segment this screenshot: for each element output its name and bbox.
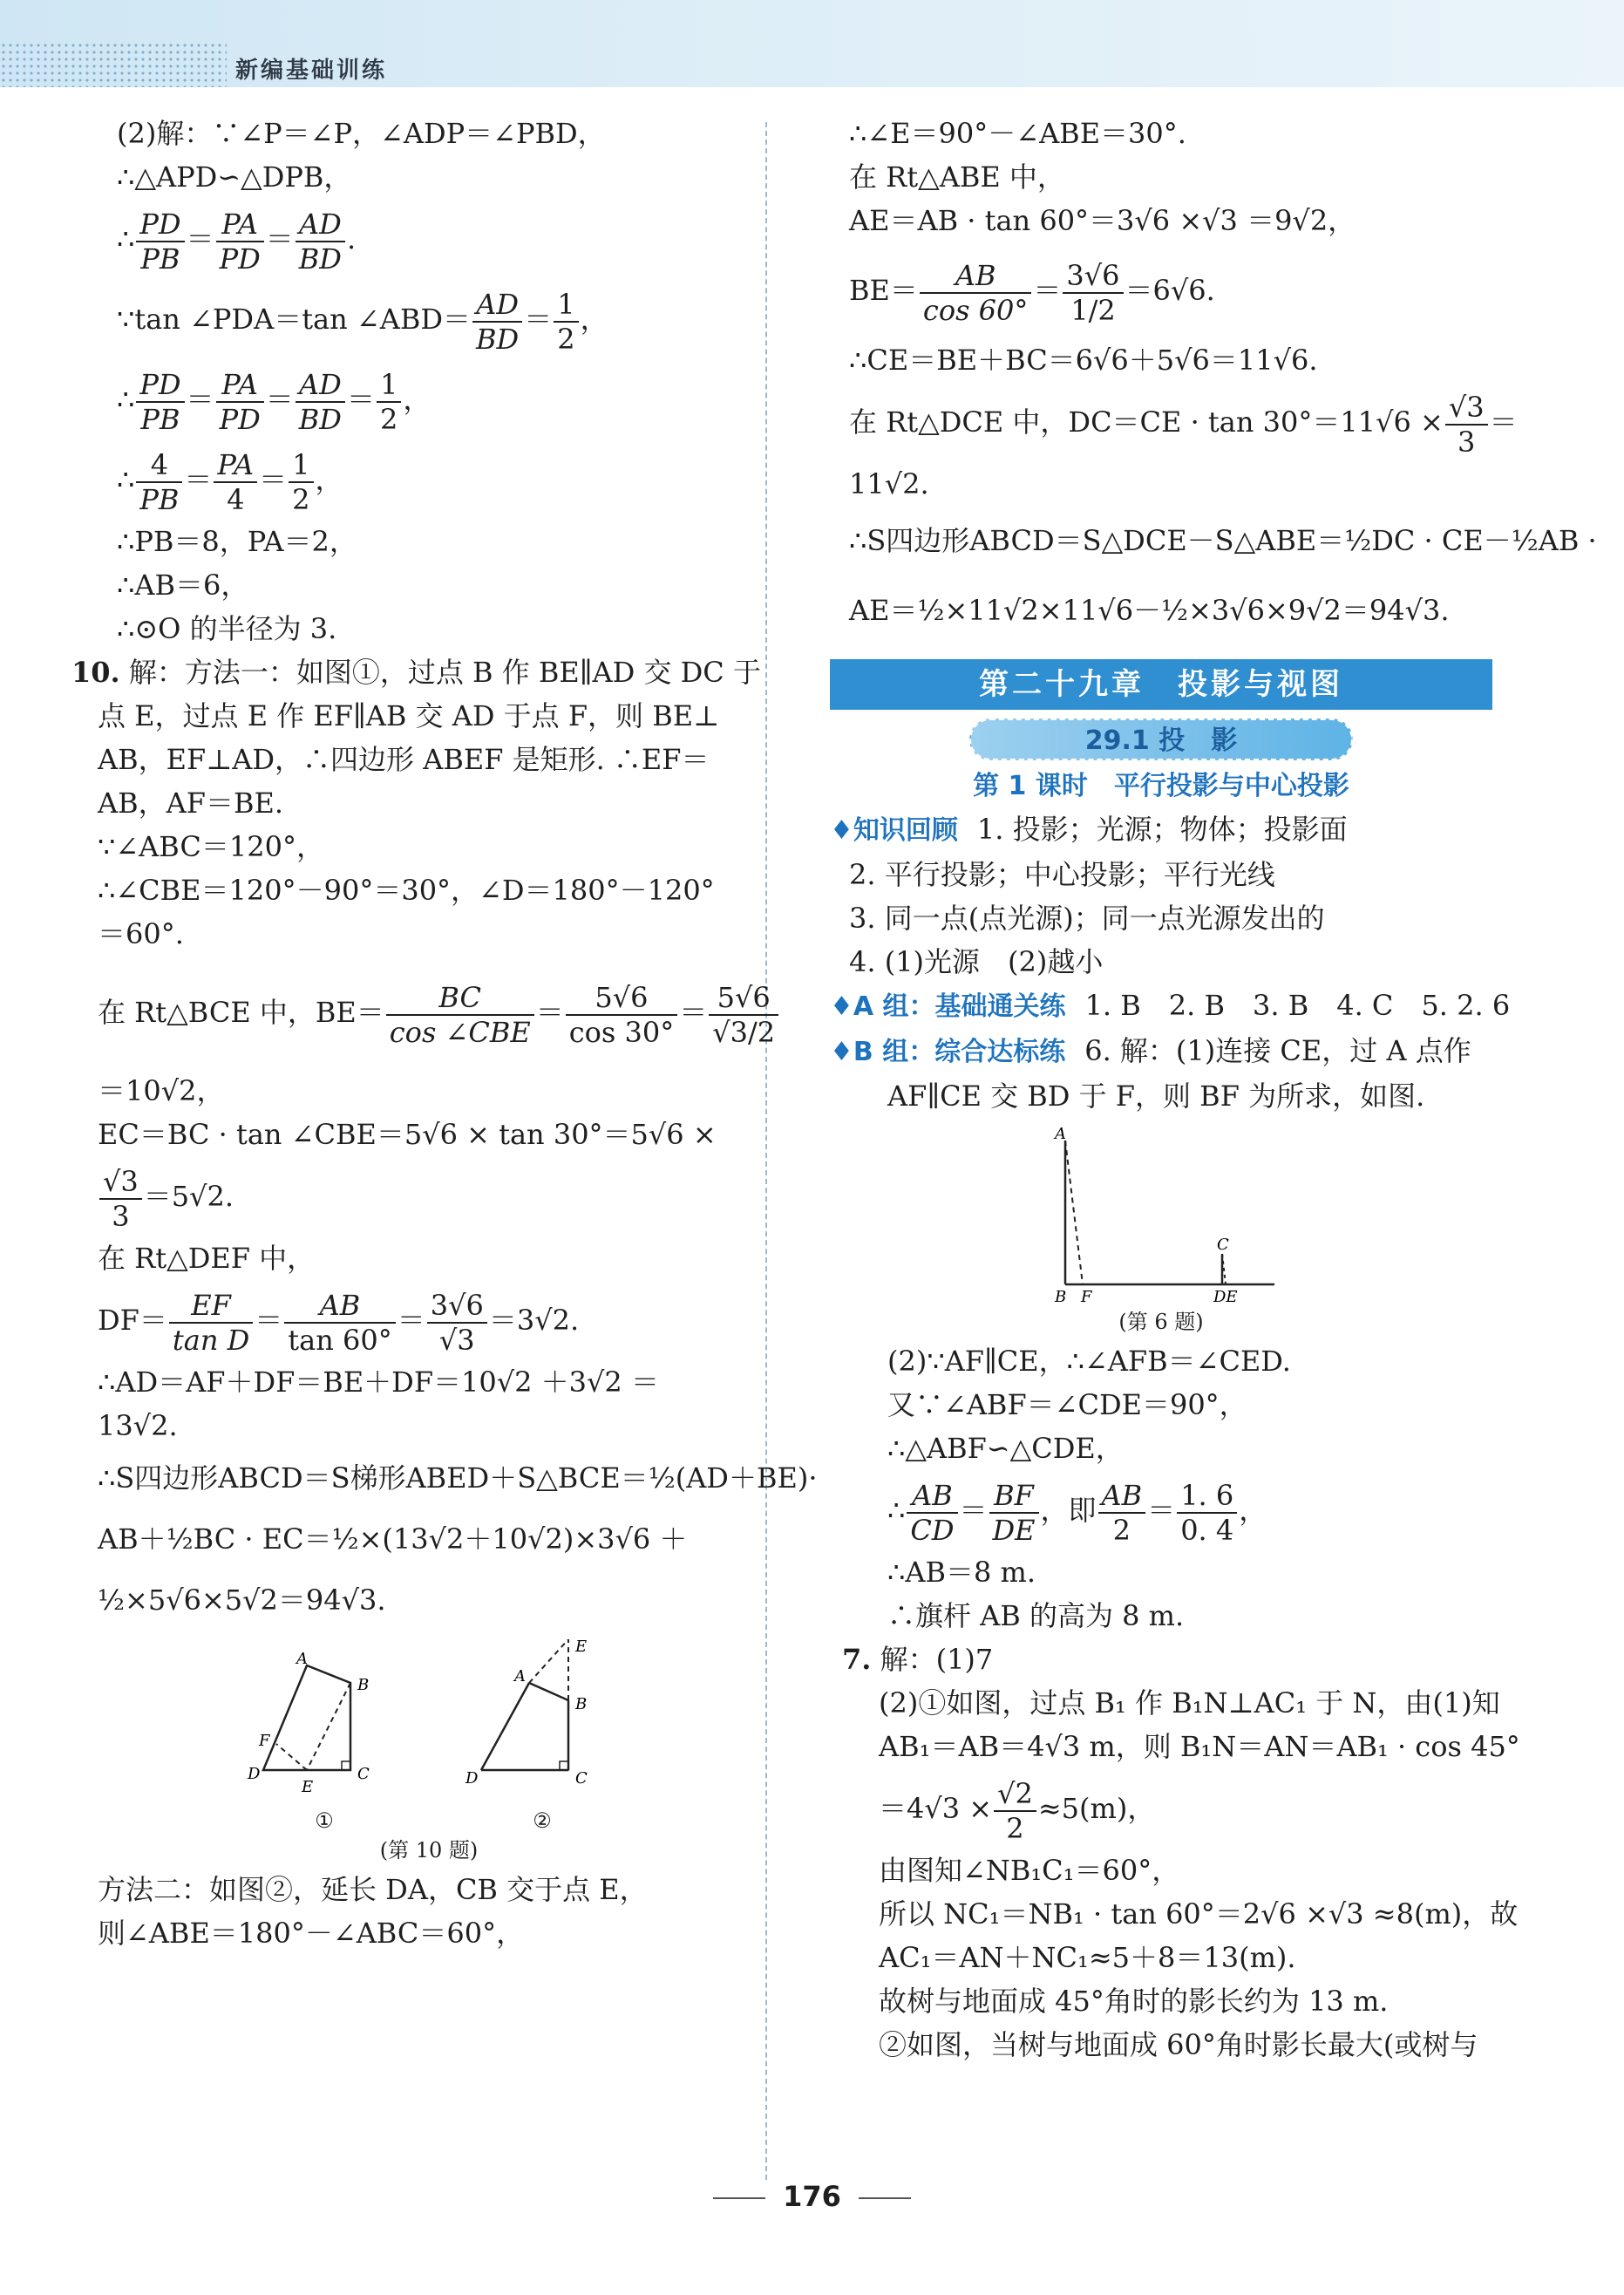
fraction-line: 在 Rt△BCE 中，BE＝ $\frac{BC}{\text{cos ∠CBE}}$ ＝ $\frac{5√6}{\cos 30^\circ}$ ＝ $\frac{5√6}{√3/2}$: [98, 956, 760, 1069]
figure-6-caption: (第 6 题): [1118, 1310, 1204, 1334]
flagpole-diagram: [1022, 1123, 1301, 1306]
text-line: 由图知∠NB₁C₁＝60°，: [879, 1854, 1180, 1887]
fraction-line: BE＝ $\frac{AB}{\cos 60^\circ}$ ＝ $\frac{3√6}{1/2}$ ＝6√6.: [849, 258, 1215, 327]
text-line: 则∠ABE＝180°－∠ABC＝60°，: [98, 1917, 525, 1950]
fraction: $\frac{AB}{2}$: [1098, 1479, 1146, 1547]
fraction: $\frac{√3}{3}$: [1445, 391, 1488, 459]
text: 解：(1)7: [880, 1643, 994, 1676]
page-number-text: 176: [783, 2180, 841, 2213]
right-column: [830, 112, 1597, 2067]
text-line: 所以 NC₁＝NB₁ · tan 60°＝2√6 ×√3 ≈8(m)，故: [879, 1897, 1519, 1931]
fraction: $\frac{AB}{\cos 60^\circ}$: [920, 259, 1032, 327]
text-line: ∴AB＝6，: [117, 569, 249, 602]
lesson-title: 第 1 课时 平行投影与中心投影: [973, 771, 1349, 801]
text-line: ②如图，当树与地面成 60°角时影长最大(或树与: [879, 2028, 1478, 2061]
figure-10-diagram-1: [237, 1639, 411, 1833]
fraction: $\frac{PA}{4}$: [214, 448, 257, 516]
text-line: ∴△APD∽△DPB，: [117, 160, 352, 194]
fraction: $\frac{AD}{BD}$: [296, 208, 345, 276]
text-line: 在 Rt△ABE 中，: [849, 160, 1065, 194]
figure-10-diagram-2: [464, 1639, 621, 1833]
svg-text:E: E: [302, 1778, 314, 1796]
text-line: 2. 平行投影；中心投影；平行光线: [849, 858, 1275, 891]
text: ＝4√3 ×: [879, 1792, 993, 1825]
fraction-line: ∴ $\frac{4}{PB}$ ＝ $\frac{PA}{4}$ ＝ $\frac{1}{2}$ ，: [117, 447, 343, 516]
fraction-line: ∴ $\frac{AB}{CD}$ ＝ $\frac{BF}{DE}$ ，即 $\frac{AB}{2}$ ＝ $\frac{1. 6}{0. 4}$ ，: [887, 1478, 1267, 1547]
fraction: $\frac{AB}{CD}$: [907, 1479, 957, 1547]
text-line: 13√2.: [98, 1409, 178, 1442]
chapter-banner: 第二十九章 投影与视图: [830, 659, 1492, 710]
symbol: ∴: [117, 222, 135, 255]
text-line: AE＝AB · tan 60°＝3√6 ×√3 ＝9√2，: [849, 204, 1356, 237]
text: 在 Rt△DCE 中，DC＝CE · tan 30°＝11√6 ×: [849, 405, 1444, 439]
text-line: ∴S四边形ABCD＝S△DCE－S△ABE＝½DC · CE－½AB ·: [849, 524, 1597, 557]
section-title: 29.1 投 影: [969, 718, 1353, 760]
text-line: 在 Rt△DEF 中，: [98, 1242, 316, 1275]
text: ＝3√2.: [488, 1304, 580, 1337]
figure-10: [98, 1639, 760, 1833]
figure-label: ②: [533, 1808, 552, 1833]
text: 6. 解：(1)连接 CE，过 A 点作: [1084, 1034, 1471, 1067]
text: ＝6√6.: [1125, 274, 1215, 307]
text-line: ∴AD＝AF＋DF＝BE＋DF＝10√2 ＋3√2 ＝: [98, 1365, 659, 1399]
question-number: 7.: [842, 1643, 872, 1676]
fraction: $\frac{1}{2}$: [289, 448, 313, 516]
text-line: ∴⊙O 的半径为 3.: [117, 612, 337, 645]
fraction: $\frac{PA}{PD}$: [216, 208, 264, 276]
text-line: AC₁＝AN＋NC₁≈5＋8＝13(m).: [879, 1941, 1296, 1974]
fraction: $\frac{BC}{\text{cos ∠CBE}}$: [386, 981, 534, 1049]
text: DF＝: [98, 1304, 167, 1337]
svg-text:DE: DE: [1213, 1288, 1238, 1306]
text-line: 点 E，过点 E 作 EF∥AB 交 AD 于点 F，则 BE⊥: [98, 699, 720, 732]
question-number: 10.: [71, 656, 120, 689]
text: 解：方法一：如图①，过点 B 作 BE∥AD 交 DC 于: [128, 656, 761, 689]
text: 在 Rt△BCE 中，BE＝: [98, 996, 384, 1029]
column-divider: [765, 122, 767, 2180]
fraction-line: DF＝ $\frac{EF}{\text{tan D}}$ ＝ $\frac{AB}{\tan 60^\circ}$ ＝ $\frac{3√6}{√3}$ ＝3√2.: [98, 1288, 580, 1357]
symbol: ∴: [887, 1494, 906, 1527]
text-line: EC＝BC · tan ∠CBE＝5√6 × tan 30°＝5√6 ×: [98, 1118, 717, 1151]
text-line: ½×5√6×5√2＝94√3.: [98, 1583, 386, 1617]
svg-text:D: D: [248, 1765, 261, 1783]
text-line: AB₁＝AB＝4√3 m，则 B₁N＝AN＝AB₁ · cos 45°: [879, 1730, 1520, 1763]
svg-text:C: C: [575, 1769, 588, 1788]
text-line: AB，AF＝BE.: [98, 787, 283, 820]
fraction: $\frac{1}{2}$: [554, 288, 578, 356]
text-line: AB，EF⊥AD，∴四边形 ABEF 是矩形. ∴EF＝: [98, 743, 710, 776]
text-line: ∴旗杆 AB 的高为 8 m.: [887, 1599, 1185, 1632]
fraction-line: [98, 1156, 760, 1236]
fraction: $\frac{AD}{BD}$: [472, 288, 522, 356]
header-dot-pattern: [0, 42, 227, 87]
svg-text:B: B: [575, 1695, 588, 1713]
text: ∵tan ∠PDA＝tan ∠ABD＝: [117, 303, 472, 336]
svg-text:D: D: [465, 1769, 479, 1788]
fraction-line: ∵tan ∠PDA＝tan ∠ABD＝ $\frac{AD}{BD}$ ＝ $\frac{1}{2}$ ，: [117, 287, 608, 356]
text-line: ＝10√2，: [98, 1074, 225, 1107]
fraction: $\frac{5√6}{\cos 30^\circ}$: [566, 981, 678, 1049]
svg-text:B: B: [1055, 1288, 1067, 1306]
figure-label: ①: [315, 1808, 334, 1833]
svg-text:C: C: [1217, 1236, 1229, 1254]
text-line: ∴CE＝BE＋BC＝6√6＋5√6＝11√6.: [849, 344, 1318, 377]
text: BE＝: [849, 274, 918, 307]
header-band: [0, 0, 1624, 87]
svg-text:A: A: [1055, 1125, 1066, 1143]
fraction: $\frac{√2}{2}$: [994, 1777, 1036, 1845]
triangle-diagram: [464, 1639, 621, 1805]
group-b-line: [830, 1029, 1492, 1074]
text-line: 又∵∠ABF＝∠CDE＝90°，: [887, 1388, 1247, 1421]
tag-group-b: ♦B 组：综合达标练: [830, 1037, 1066, 1067]
text-line: (2)解：∵∠P＝∠P，∠ADP＝∠PBD，: [117, 117, 606, 150]
header-title: 新编基础训练: [235, 58, 388, 84]
quadrilateral-diagram: [237, 1639, 411, 1805]
tag-knowledge-review: ♦知识回顾: [830, 815, 958, 846]
fraction: $\frac{1}{2}$: [377, 368, 401, 436]
text-line: ∴∠CBE＝120°－90°＝30°，∠D＝180°－120°: [98, 874, 715, 907]
text: ，即: [1040, 1494, 1097, 1527]
question-10-line: [71, 650, 760, 694]
figure-10-caption: (第 10 题): [379, 1838, 479, 1863]
divider: [713, 2197, 765, 2199]
text-line: (2)∵AF∥CE，∴∠AFB＝∠CED.: [887, 1345, 1291, 1378]
text-line: ∴∠E＝90°－∠ABE＝30°.: [849, 117, 1186, 150]
symbol: ∴: [117, 463, 135, 496]
text-line: ∵∠ABC＝120°，: [98, 830, 324, 863]
fraction: $\frac{EF}{\text{tan D}}$: [169, 1289, 253, 1357]
text-line: AF∥CE 交 BD 于 F，则 BF 为所求，如图.: [887, 1079, 1425, 1113]
question-7-line: [830, 1638, 1492, 1681]
page-number: [0, 2180, 1624, 2213]
text-line: AB＋½BC · EC＝½×(13√2＋10√2)×3√6 ＋: [98, 1522, 688, 1556]
fraction: $\frac{BF}{DE}$: [989, 1479, 1039, 1547]
text-line: 11√2.: [849, 467, 929, 501]
fraction-line: ∴ $\frac{PD}{PB}$ ＝ $\frac{PA}{PD}$ ＝ $\frac{AD}{BD}$ ＝ $\frac{1}{2}$ ，: [117, 367, 431, 436]
text: ＝5√2.: [143, 1180, 234, 1213]
text-line: ∴AB＝8 m.: [887, 1556, 1036, 1589]
text-line: ∴S四边形ABCD＝S梯形ABED＋S△BCE＝½(AD＋BE)·: [98, 1461, 818, 1495]
svg-text:F: F: [1081, 1288, 1092, 1306]
fraction: $\frac{PD}{PB}$: [136, 368, 184, 436]
figure-6: [830, 1123, 1492, 1339]
text-line: AE＝½×11√2×11√6－½×3√6×9√2＝94√3.: [849, 594, 1450, 627]
fraction: $\frac{1. 6}{0. 4}$: [1177, 1479, 1237, 1547]
left-column: [71, 112, 818, 1955]
text: ≈5(m)，: [1037, 1792, 1156, 1825]
svg-text:A: A: [514, 1667, 526, 1685]
text: 1. B 2. B 3. B 4. C 5. 2. 6: [1084, 989, 1511, 1022]
fraction-line: [830, 1768, 1492, 1849]
fraction: $\frac{√3}{3}$: [99, 1165, 142, 1233]
knowledge-review-line: [830, 807, 1492, 853]
svg-text:C: C: [357, 1765, 370, 1783]
text-line: 故树与地面成 45°角时的影长约为 13 m.: [879, 1985, 1389, 2018]
text-line: 方法二：如图②，延长 DA，CB 交于点 E，: [98, 1873, 648, 1906]
text-line: ＝60°.: [98, 917, 184, 950]
fraction: $\frac{AB}{\tan 60^\circ}$: [284, 1289, 395, 1357]
text-line: 4. (1)光源 (2)越小: [849, 945, 1104, 978]
fraction: $\frac{5√6}{√3/2}$: [709, 981, 778, 1049]
fraction: $\frac{PA}{PD}$: [216, 368, 264, 436]
svg-text:A: A: [296, 1650, 308, 1668]
fraction: $\frac{3√6}{√3}$: [427, 1289, 487, 1357]
text: ＝: [1489, 405, 1518, 439]
divider: [859, 2197, 911, 2199]
fraction-line: [830, 382, 1518, 462]
fraction-line: ∴ $\frac{PD}{PB}$ ＝ $\frac{PA}{PD}$ ＝ $\frac{AD}{BD}$ .: [117, 207, 357, 276]
fraction: $\frac{PD}{PB}$: [136, 208, 184, 276]
svg-text:B: B: [357, 1676, 370, 1694]
group-a-line: [830, 984, 1511, 1029]
text-line: ∴△ABF∽△CDE，: [887, 1432, 1124, 1465]
fraction: $\frac{4}{PB}$: [136, 448, 182, 516]
tag-group-a: ♦A 组：基础通关练: [830, 991, 1066, 1022]
text: 1. 投影；光源；物体；投影面: [976, 813, 1348, 846]
svg-text:E: E: [575, 1639, 588, 1656]
text-line: ∴PB＝8，PA＝2，: [117, 525, 357, 558]
text-line: 3. 同一点(点光源)；同一点光源发出的: [849, 902, 1325, 935]
text-line: (2)①如图，过点 B₁ 作 B₁N⊥AC₁ 于 N，由(1)知: [879, 1686, 1500, 1720]
fraction: $\frac{AD}{BD}$: [296, 368, 345, 436]
fraction: $\frac{3√6}{1/2}$: [1063, 259, 1123, 327]
svg-text:F: F: [259, 1732, 270, 1750]
symbol: ∴: [117, 383, 135, 416]
